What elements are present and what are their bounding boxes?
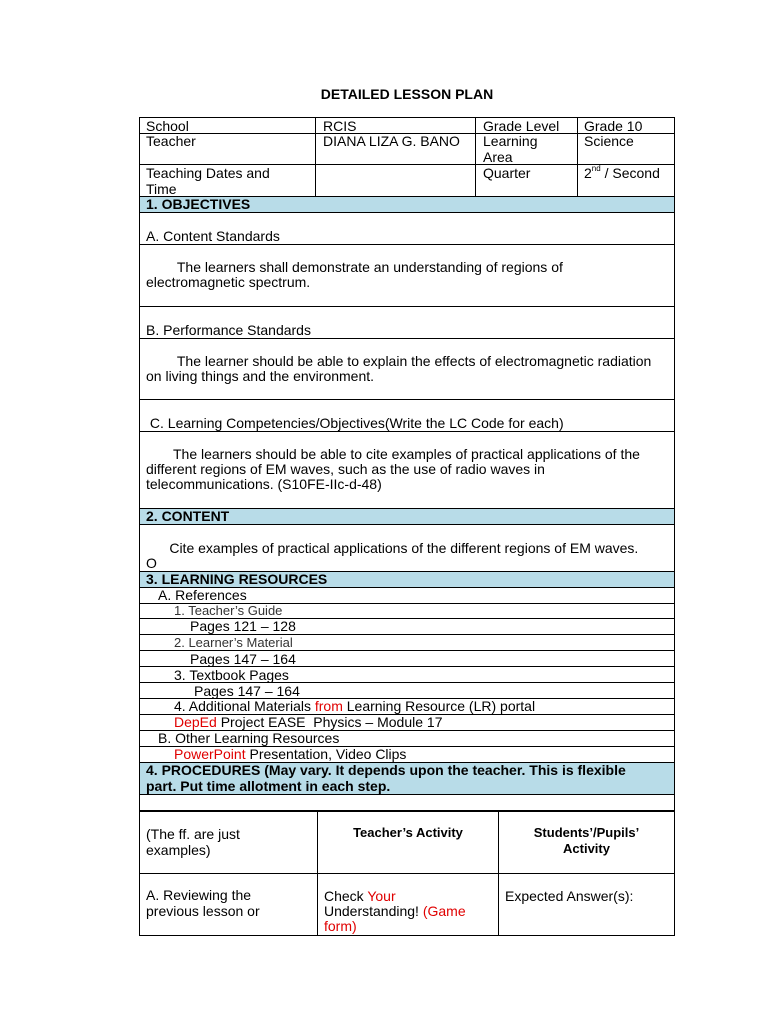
teacher-value: DIANA LIZA G. BANO xyxy=(323,133,460,149)
divider xyxy=(139,306,675,307)
learning-area-label: Learning xyxy=(483,133,538,149)
teachers-guide-pages: Pages 121 – 128 xyxy=(190,618,296,634)
divider xyxy=(475,117,476,197)
content-standards-label: A. Content Standards xyxy=(146,228,280,244)
students-activity-header-2: Activity xyxy=(563,841,610,856)
performance-standards-text-2: on living things and the environment. xyxy=(146,368,375,384)
grade-level-value: Grade 10 xyxy=(584,118,643,134)
game-form-2: form) xyxy=(324,918,357,934)
divider xyxy=(315,117,316,197)
learning-competencies-text-2: different regions of EM waves, such as the use of radio waves in xyxy=(146,461,545,477)
deped-project xyxy=(174,714,442,730)
performance-standards-label: B. Performance Standards xyxy=(146,322,311,338)
learning-competencies-label: C. Learning Competencies/Objectives(Write the LC Code for each) xyxy=(146,415,564,431)
reviewing-label: A. Reviewing the xyxy=(146,887,252,903)
learners-material-label: 2. Learner’s Material xyxy=(174,635,293,650)
content-text: Cite examples of practical applications of the different regions of EM waves. xyxy=(146,540,639,556)
divider xyxy=(139,244,675,245)
your-word: Your xyxy=(367,888,396,904)
teaching-dates-label-2: Time xyxy=(146,181,177,197)
grade-level-label: Grade Level xyxy=(483,118,560,134)
teaching-dates-label: Teaching Dates and xyxy=(146,165,270,181)
divider xyxy=(139,431,675,432)
content-heading: 2. CONTENT xyxy=(146,508,230,524)
quarter-ordinal: nd xyxy=(591,164,601,173)
divider xyxy=(139,873,675,874)
students-activity-header: Students’/Pupils’ xyxy=(533,825,640,840)
powerpoint-resources xyxy=(174,746,406,762)
school-label: School xyxy=(146,118,189,134)
teachers-guide-label: 1. Teacher’s Guide xyxy=(174,603,283,618)
quarter-value xyxy=(584,165,660,181)
divider xyxy=(139,399,675,400)
teacher-label: Teacher xyxy=(146,133,196,149)
divider xyxy=(139,338,675,339)
additional-materials-prefix: 4. Additional Materials xyxy=(174,698,315,714)
page-title: DETAILED LESSON PLAN xyxy=(320,86,494,102)
learning-competencies-text: The learners should be able to cite examples of practical applications of the xyxy=(146,446,640,462)
school-value: RCIS xyxy=(323,118,357,134)
examples-label: (The ff. are just xyxy=(146,826,240,842)
textbook-pages: Pages 147 – 164 xyxy=(194,683,300,699)
content-text-2: O xyxy=(146,555,157,571)
objectives-heading: 1. OBJECTIVES xyxy=(146,196,251,212)
learners-material-pages: Pages 147 – 164 xyxy=(190,651,296,667)
check-understanding-2 xyxy=(324,903,466,919)
quarter-number: 2 xyxy=(584,165,592,181)
check-word: Check xyxy=(324,888,368,904)
learning-competencies-text-3: telecommunications. (S10FE-IIc-d-48) xyxy=(146,476,382,492)
additional-materials-from: from xyxy=(314,698,343,714)
additional-materials xyxy=(174,698,535,714)
check-understanding xyxy=(324,888,396,904)
deped-rest: Project EASE Physics – Module 17 xyxy=(216,714,443,730)
divider xyxy=(139,212,675,213)
content-standards-text-2: electromagnetic spectrum. xyxy=(146,274,311,290)
learning-area-label-2: Area xyxy=(483,149,513,165)
procedures-heading-2: part. Put time allotment in each step. xyxy=(146,778,391,794)
quarter-text: / Second xyxy=(600,165,660,181)
other-resources-label: B. Other Learning Resources xyxy=(158,730,340,746)
learning-area-value: Science xyxy=(584,133,634,149)
game-form: (Game xyxy=(422,903,466,919)
understanding-word: Understanding! xyxy=(324,903,423,919)
powerpoint-rest: Presentation, Video Clips xyxy=(245,746,407,762)
references-label: A. References xyxy=(158,587,247,603)
procedures-heading: 4. PROCEDURES (May vary. It depends upon the teacher. This is flexible xyxy=(146,762,626,778)
teachers-activity-header: Teacher’s Activity xyxy=(353,825,463,840)
textbook-pages-label: 3. Textbook Pages xyxy=(174,667,289,683)
divider xyxy=(139,524,675,525)
performance-standards-text: The learner should be able to explain the effects of electromagnetic radiation xyxy=(146,353,652,369)
powerpoint-label: PowerPoint xyxy=(174,746,246,762)
quarter-label: Quarter xyxy=(483,165,531,181)
expected-answers: Expected Answer(s): xyxy=(505,888,634,904)
additional-materials-suffix: Learning Resource (LR) portal xyxy=(342,698,536,714)
deped-label: DepEd xyxy=(174,714,217,730)
divider xyxy=(139,794,675,795)
examples-label-2: examples) xyxy=(146,842,211,858)
reviewing-label-2: previous lesson or xyxy=(146,903,260,919)
learning-resources-heading: 3. LEARNING RESOURCES xyxy=(146,571,328,587)
divider xyxy=(577,117,578,197)
content-standards-text: The learners shall demonstrate an understanding of regions of xyxy=(146,259,563,275)
